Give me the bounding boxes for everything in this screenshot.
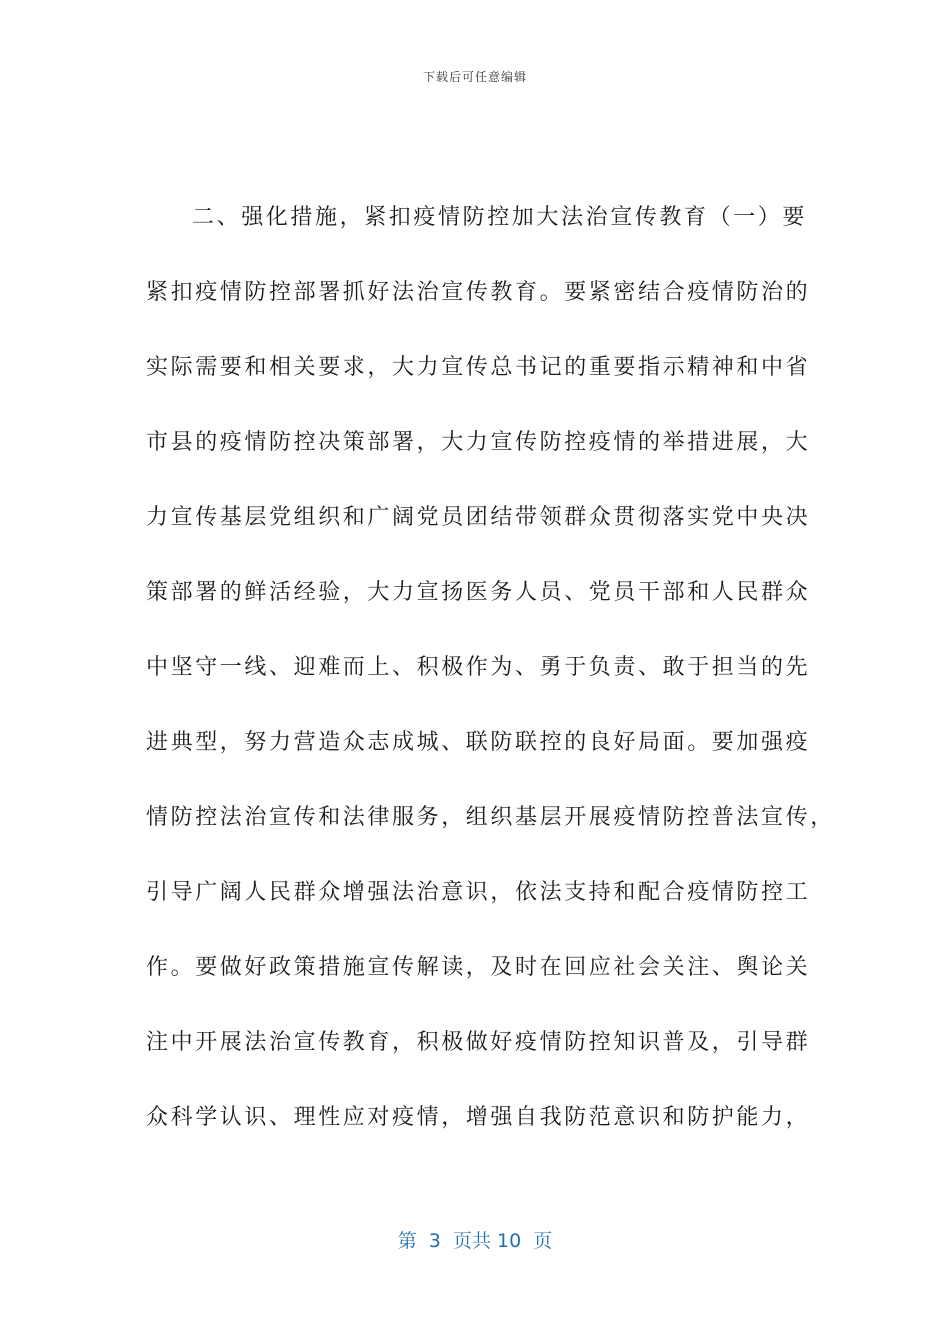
paragraph-line: 情防控法治宣传和法律服务，组织基层开展疫情防控普法宣传， [146,805,835,830]
paragraph-line: 力宣传基层党组织和广阔党员团结带领群众贯彻落实党中央决 [146,505,811,530]
paragraph-line: 实际需要和相关要求，大力宣传总书记的重要指示精神和中省 [146,355,811,380]
paragraph-line: 作。要做好政策措施宣传解读，及时在回应社会关注、舆论关 [146,955,811,980]
body-text [146,180,835,1155]
page-header: 下载后可任意编辑 [422,70,527,84]
paragraph-line: 引导广阔人民群众增强法治意识，依法支持和配合疫情防控工 [146,880,811,905]
paragraph-line: 注中开展法治宣传教育，积极做好疫情防控知识普及，引导群 [146,1030,811,1055]
paragraph-line: 紧扣疫情防控部署抓好法治宣传教育。要紧密结合疫情防治的 [146,280,811,305]
paragraph-line: 市县的疫情防控决策部署，大力宣传防控疫情的举措进展，大 [146,430,811,455]
page-number-footer: 第 3 页共 10 页 [397,1230,553,1252]
paragraph-line: 众科学认识、理性应对疫情，增强自我防范意识和防护能力， [146,1105,811,1130]
paragraph-line: 二、强化措施，紧扣疫情防控加大法治宣传教育（一）要 [192,205,808,230]
paragraph-line: 进典型，努力营造众志成城、联防联控的良好局面。要加强疫 [146,730,811,755]
paragraph-line: 中坚守一线、迎难而上、积极作为、勇于负责、敢于担当的先 [146,655,811,680]
paragraph-line: 策部署的鲜活经验，大力宣扬医务人员、党员干部和人民群众 [146,580,811,605]
